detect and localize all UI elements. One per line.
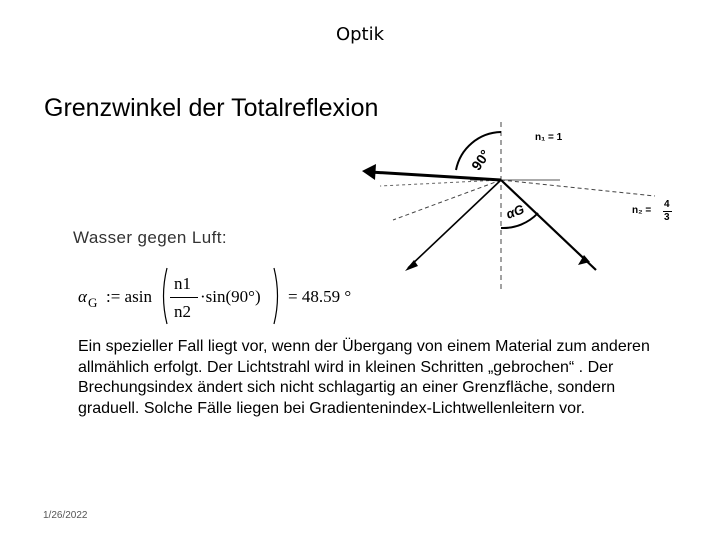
label-angle-alpha: αG [503, 201, 527, 222]
formula-denominator: n2 [174, 302, 191, 321]
slide-title: Grenzwinkel der Totalreflexion [44, 94, 379, 122]
reflected-arrowhead [405, 260, 418, 271]
label-n1: n₁ = 1 [535, 132, 563, 143]
label-n2: n₂ = [632, 205, 652, 216]
formula-fraction-bar [170, 297, 198, 298]
incident-ray [501, 180, 596, 270]
reflected-ray-lower [408, 180, 501, 268]
dashed-ray-upper [380, 180, 501, 186]
formula-right-paren [272, 266, 282, 326]
formula-symbol: α [78, 287, 87, 306]
formula-left-paren [159, 266, 169, 326]
formula-multiplier: ·sin(90°) [200, 287, 261, 306]
formula [76, 266, 376, 330]
formula-definition: := asin [106, 287, 152, 306]
body-paragraph: Ein spezieller Fall liegt vor, wenn der Übergang von einem Material zum anderen allmählich erfolgt. Der Lichtstrahl wird in kleinen Schritten „gebrochen“ . Der Brechungsindex ändert sich nicht schlagartig an einer Grenzfläche, sondern graduell. Solche Fälle liegen bei Gradientenindex-Lichtwellenleitern vor. [78, 338, 650, 417]
dashed-ray-left [393, 180, 501, 220]
dashed-ray-right [501, 180, 655, 196]
grazing-arrowhead [362, 164, 376, 180]
footer-date: 1/26/2022 [43, 510, 88, 521]
grazing-ray [370, 172, 501, 180]
label-n2-denominator: 3 [664, 212, 670, 223]
label-angle-90: 90° [467, 146, 494, 174]
label-n2-numerator: 4 [664, 199, 670, 210]
formula-subtitle: Wasser gegen Luft: [73, 228, 227, 247]
formula-result: = 48.59 ° [288, 287, 352, 306]
slide-header: Optik [335, 24, 385, 45]
formula-numerator: n1 [174, 274, 191, 293]
formula-subscript: G [88, 295, 98, 310]
